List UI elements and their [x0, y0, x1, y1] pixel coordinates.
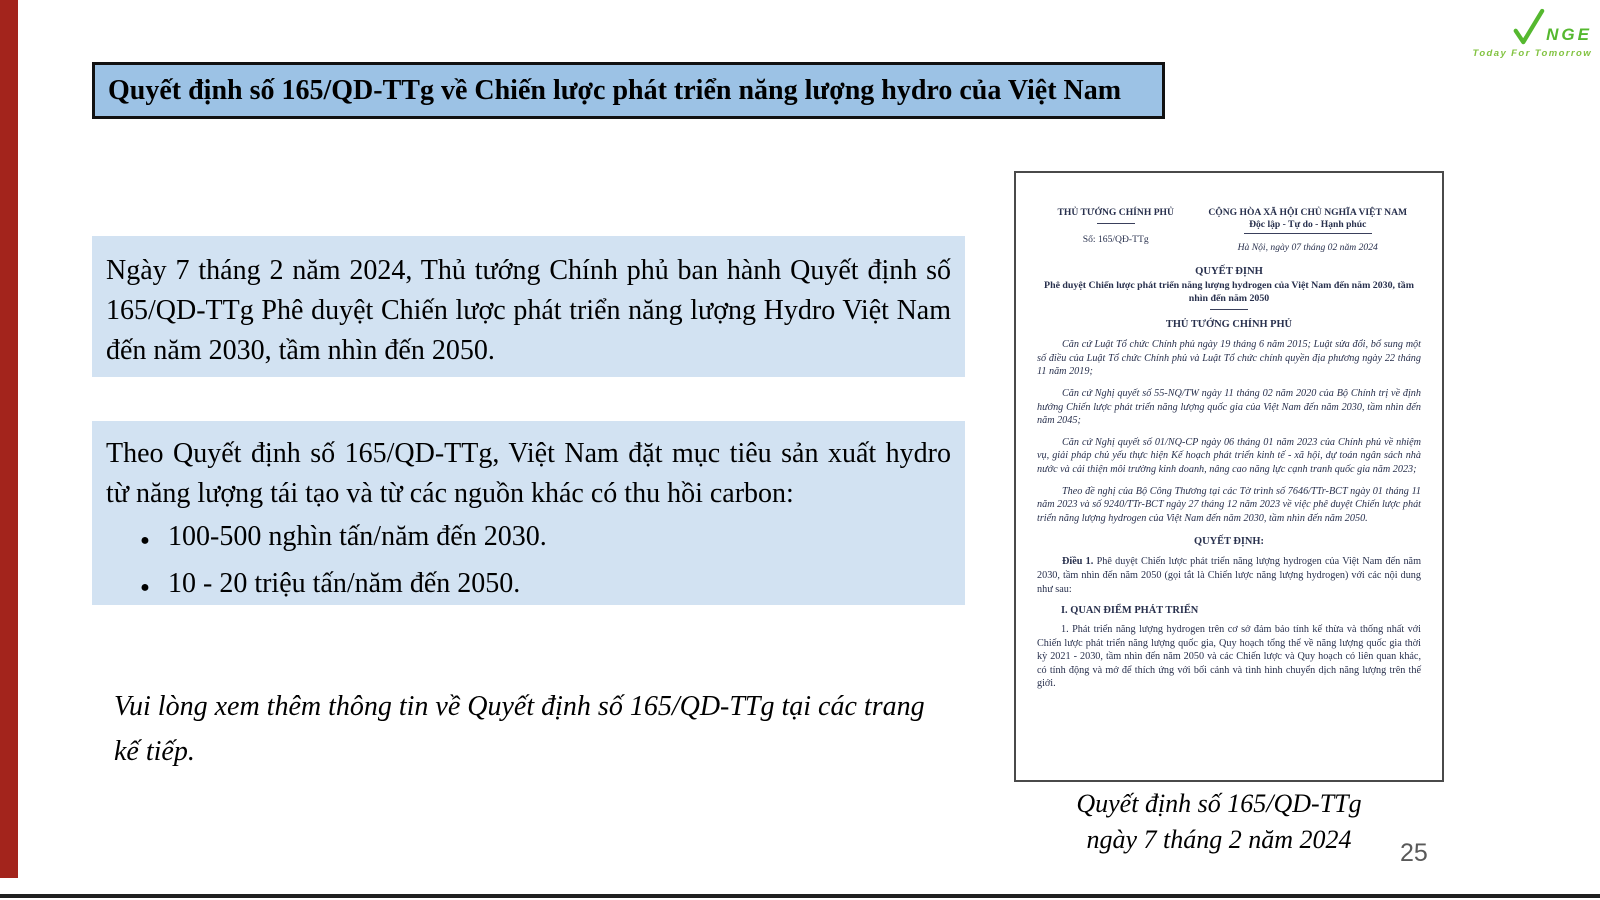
decision-document-scan — [1014, 171, 1444, 782]
article-1-label: Điều 1. — [1062, 556, 1094, 568]
logo-tagline: Today For Tomorrow — [1472, 48, 1592, 59]
bottom-rule — [0, 894, 1600, 898]
recital-paragraph: Căn cứ Nghị quyết số 01/NQ-CP ngày 06 tháng 01 năm 2023 của Chính phủ về nhiệm vụ, giải pháp chủ yếu thực hiện Kế hoạch phát triển kinh tế - xã hội, dự toán ngân sách nhà nước và cải thiện môi trường kinh doanh, nâng cao năng lực cạnh tranh quốc gia năm 2023; — [1037, 436, 1421, 475]
issuer-heading: THỦ TƯỚNG CHÍNH PHỦ — [1165, 319, 1293, 331]
issuing-authority: THỦ TƯỚNG CHÍNH PHỦ — [1057, 207, 1174, 218]
caption-line-2: ngày 7 tháng 2 năm 2024 — [1086, 825, 1352, 854]
list-item — [106, 517, 951, 561]
slide-page-number: 25 — [1400, 839, 1428, 867]
motto-divider — [1244, 233, 1372, 234]
bullet-text-2050: 10 - 20 triệu tấn/năm đến 2050. — [168, 568, 521, 599]
left-accent-bar — [0, 0, 18, 878]
intro-text-box — [92, 236, 965, 377]
enacting-heading: QUYẾT ĐỊNH: — [1194, 536, 1264, 548]
bullet-icon: ● — [140, 579, 150, 596]
see-more-note: Vui lòng xem thêm thông tin về Quyết định số 165/QD-TTg tại các trang kế tiếp. — [114, 691, 925, 767]
decision-heading: QUYẾT ĐỊNH — [1195, 266, 1263, 277]
logo-brand-text: NGE — [1546, 25, 1592, 44]
targets-intro-paragraph: Theo Quyết định số 165/QD-TTg, Việt Nam đặt mục tiêu sản xuất hydro từ năng lượng tái tạo và từ các nguồn khác có thu hồi carbon: — [106, 438, 951, 509]
recital-paragraph: Theo đề nghị của Bộ Công Thương tại các Tờ trình số 7646/TTr-BCT ngày 01 tháng 11 năm 2023 và số 9240/TTr-BCT ngày 27 tháng 12 năm 2023 về việc phê duyệt Chiến lược phát triển năng lượng hydrogen của Việt Nam đến năm 2030, tầm nhìn đến năm 2050. — [1037, 485, 1421, 524]
checkmark-v-icon — [1511, 8, 1545, 46]
header-divider — [1097, 223, 1135, 224]
list-item — [106, 564, 951, 608]
vnge-logo — [1462, 6, 1592, 59]
document-date-line: Hà Nội, ngày 07 tháng 02 năm 2024 — [1237, 242, 1378, 253]
document-header-left — [1037, 207, 1194, 253]
national-motto-line1: CỘNG HÒA XÃ HỘI CHỦ NGHĨA VIỆT NAM — [1208, 207, 1408, 218]
subject-divider — [1210, 309, 1248, 310]
document-caption — [1024, 786, 1414, 858]
slide-title-bar — [92, 62, 1165, 119]
targets-text-box — [92, 421, 965, 605]
logo-brand — [1462, 6, 1592, 46]
article-1-paragraph — [1037, 555, 1421, 596]
caption-line-1: Quyết định số 165/QD-TTg — [1076, 789, 1362, 818]
section-paragraph: 1. Phát triển năng lượng hydrogen trên cơ sở đảm bảo tính kế thừa và thống nhất với Chiến lược phát triển năng lượng quốc gia, Quy hoạch tổng thể về năng lượng quốc gia thời kỳ 2021 - 2030, tầm nhìn đến năm 2050 và các Chiến lược và Quy hoạch có liên quan khác, có tính động và mở để thích ứng với bối cảnh và tình hình chuyển dịch năng lượng trên thế giới. — [1037, 624, 1421, 690]
section-heading: I. QUAN ĐIỂM PHÁT TRIỂN — [1061, 605, 1199, 617]
bullet-text-2030: 100-500 nghìn tấn/năm đến 2030. — [168, 521, 547, 552]
intro-paragraph: Ngày 7 tháng 2 năm 2024, Thủ tướng Chính phủ ban hành Quyết định số 165/QD-TTg Phê duyệt Chiến lược phát triển năng lượng Hydro Việt Nam đến năm 2030, tầm nhìn đến 2050. — [106, 255, 951, 366]
recital-paragraph: Căn cứ Nghị quyết số 55-NQ/TW ngày 11 tháng 02 năm 2020 của Bộ Chính trị về định hướng Chiến lược phát triển năng lượng quốc gia của Việt Nam đến năm 2030, tầm nhìn đến năm 2045; — [1037, 387, 1421, 427]
bullet-icon: ● — [140, 532, 150, 549]
slide-title: Quyết định số 165/QD-TTg về Chiến lược phát triển năng lượng hydro của Việt Nam — [108, 74, 1122, 106]
decision-subject: Phê duyệt Chiến lược phát triển năng lượng hydrogen của Việt Nam đến năm 2030, tầm nhìn đến năm 2050 — [1044, 280, 1414, 304]
recital-paragraph: Căn cứ Luật Tổ chức Chính phủ ngày 19 tháng 6 năm 2015; Luật sửa đổi, bổ sung một số điều của Luật Tổ chức Chính phủ và Luật Tổ chức chính quyền địa phương ngày 22 tháng 11 năm 2019; — [1037, 339, 1421, 378]
document-header — [1037, 207, 1421, 253]
national-motto-line2: Độc lập - Tự do - Hạnh phúc — [1249, 218, 1367, 230]
document-number: Số: 165/QĐ-TTg — [1082, 233, 1149, 245]
article-1-text: Phê duyệt Chiến lược phát triển năng lượng hydrogen của Việt Nam đến năm 2030, tầm nhìn đến năm 2050 (gọi tắt là Chiến lược năng lượng hydrogen) với các nội dung như sau: — [1037, 556, 1422, 595]
document-header-right — [1194, 207, 1421, 253]
